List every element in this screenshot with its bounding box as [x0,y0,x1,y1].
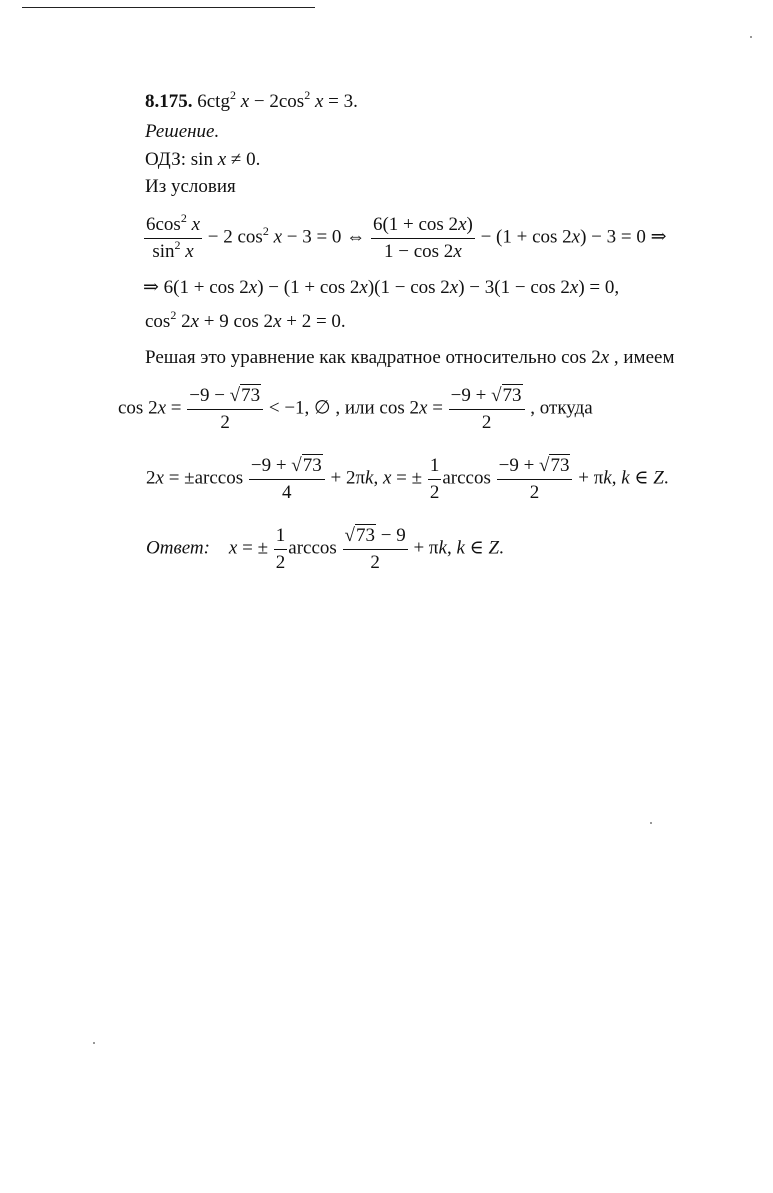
answer-label: Ответ: [146,537,210,559]
top-rule [22,7,315,8]
fraction-arccos-arg-1: $\frac{-9 + √73}{4}$ [249,455,325,504]
from-condition: Из условия [145,176,236,197]
scan-speck [650,822,652,824]
answer-fraction-half: $\frac{1}{2}$ [275,525,286,573]
paragraph-quadratic: Решая это уравнение как квадратное относительно cos 2x , имеем [145,347,675,368]
answer-fraction-arg: $\frac{√73 - 9}{2}$ [344,525,406,573]
fraction-half: $\frac{1}{2}$ [429,455,440,503]
solution-label: Решение. [145,121,220,142]
answer-line: Ответ: x = ± $\frac{1}{2}$ arccos $\frac{√73 - 9}{2}$ + πk, k ∈ Z. [146,525,504,573]
scan-speck [750,36,752,38]
equation-4: cos 2x = $\frac{-9 - √73}{2}$ < −1, ∅ , или cos 2x = $\frac{-9 + √73}{2}$ , откуда [118,385,593,433]
equation-3: $\cos^2 2x + 9$ cos 2x + 2 = 0. [145,308,346,332]
scan-speck [93,1042,95,1044]
equation-5: 2x = ±arccos $\frac{-9 + √73}{4}$ + 2πk, x = ± $\frac{1}{2}$ arccos $\frac{-9 + √73}{2}$ + πk, k ∈ Z. [146,455,669,503]
equation-2: ⇒ 6(1 + cos 2x) − (1 + cos 2x)(1 − cos 2x) − 3(1 − cos 2x) = 0, [143,277,620,298]
fraction-6cos2x-over-sin2x: $\frac{6\cos^2 x}{\sin^2 x}$ [146,211,201,262]
fraction-root-minus: $\frac{-9 - √73}{2}$ [187,385,263,434]
problem-statement: 8.175. 6ctg$^2$ $x - 2\cos^2$ x = 3. [145,88,358,112]
fraction-arccos-arg-2: $\frac{-9 + √73}{2}$ [497,455,573,504]
odz-line: ОДЗ: sin x ≠ 0. [145,149,261,170]
problem-number: 8.175. [145,91,193,112]
equation-1: $\frac{6\cos^2 x}{\sin^2 x}$ − 2 $\cos^2 x - 3 = 0$ ⇔ $\frac{6(1 + \cos 2x)}{1 - \cos 2x}$ − (1 + cos 2x) − 3 = 0 ⇒ [146,211,667,262]
fraction-6-1pluscos-over-1minuscos: $\frac{6(1 + \cos 2x)}{1 - \cos 2x}$ [372,214,473,262]
fraction-root-plus: $\frac{-9 + √73}{2}$ [449,385,525,434]
